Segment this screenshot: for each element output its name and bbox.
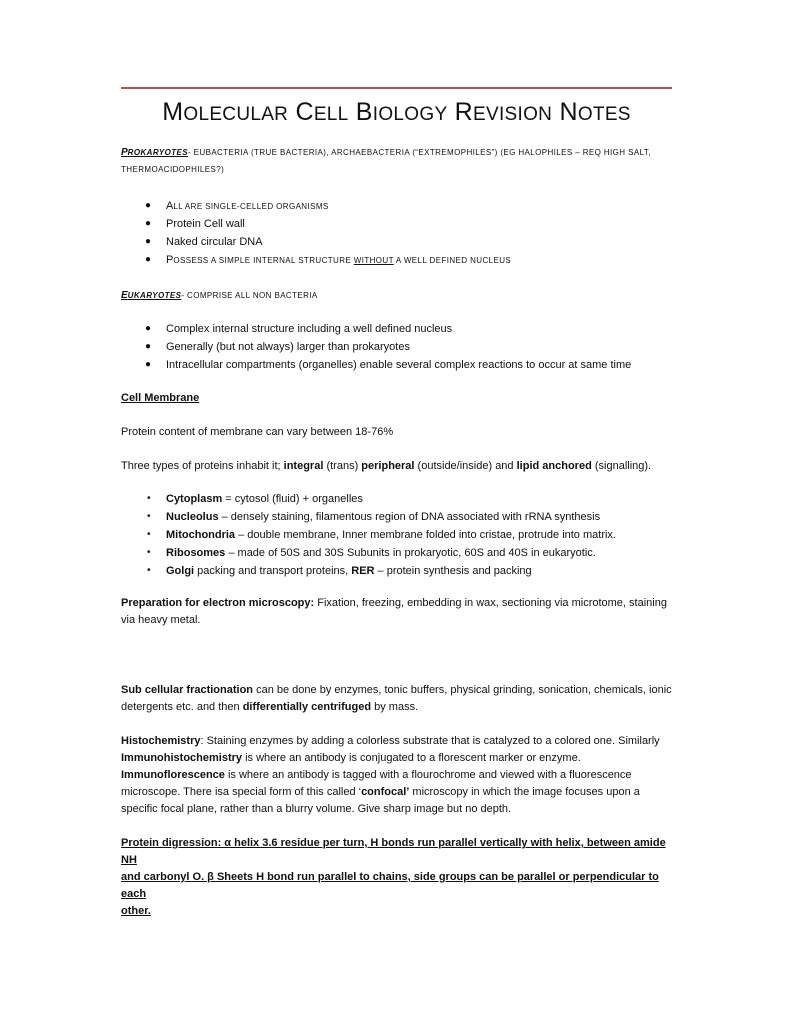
page-title: MOLECULAR CELL BIOLOGY REVISION NOTES: [162, 98, 631, 126]
histochemistry-paragraph: Histochemistry: Staining enzymes by adding a colorless substrate that is catalyzed to a colored one. Similarly Immunohistochemistry is where an antibody is conjugated to a florescent marker or enzyme. Immunoflorescence is where an antibody is tagged with a flourochrome and viewed with a fluorescence microscope. There isa special form of this called ‘confocal’ microscopy in which the image focuses upon a specific focal plane, rather than a blurry volume. Give sharp image but no depth.: [121, 735, 660, 815]
cell-membrane-heading: Cell Membrane: [121, 392, 200, 404]
list-item: ● Intracellular compartments (organelles) enable several complex reactions to occur at same time: [145, 359, 632, 371]
list-item: ● Protein Cell wall: [145, 218, 245, 230]
list-item: ● Generally (but not always) larger than prokaryotes: [145, 341, 410, 353]
membrane-protein-content: Protein content of membrane can vary between 18-76%: [121, 426, 394, 438]
list-item: • Nucleolus – densely staining, filamentous region of DNA associated with rRNA synthesis: [147, 511, 601, 523]
preparation-paragraph: Preparation for electron microscopy: Fixation, freezing, embedding in wax, sectioning via microtome, staining via heavy metal.: [121, 597, 667, 626]
list-item: ● Naked circular DNA: [145, 236, 263, 248]
prokaryotes-paragraph: PROKARYOTES- EUBACTERIA (TRUE BACTERIA), ARCHAEBACTERIA (“EXTREMOPHILES”) (EG HALOPHILES – REQ HIGH SALT, THERMOACIDOPHILES?): [121, 147, 651, 174]
list-item: • Mitochondria – double membrane, Inner membrane folded into cristae, protrude into matrix.: [147, 529, 616, 541]
protein-digression-paragraph: Protein digression: α helix 3.6 residue per turn, H bonds run parallel vertically with helix, between amide NH and carbonyl O. β Sheets H bond run parallel to chains, side groups can be parallel or perpendicular to each other.: [121, 837, 666, 917]
eukaryotes-heading: EUKARYOTES: [121, 290, 182, 301]
list-item: • Ribosomes – made of 50S and 30S Subunits in prokaryotic, 60S and 40S in eukaryotic.: [147, 547, 596, 559]
prokaryotes-heading: PROKARYOTES: [121, 147, 188, 158]
membrane-protein-types: Three types of proteins inhabit it; integral (trans) peripheral (outside/inside) and lipid anchored (signalling).: [121, 460, 652, 472]
list-item: • Golgi packing and transport proteins, RER – protein synthesis and packing: [147, 565, 532, 577]
list-item: ● POSSESS A SIMPLE INTERNAL STRUCTURE WITHOUT A WELL DEFINED NUCLEUS: [145, 254, 512, 266]
prokaryotes-list: [145, 197, 686, 269]
list-item: • Cytoplasm = cytosol (fluid) + organelles: [147, 493, 363, 505]
eukaryotes-list: [145, 320, 686, 374]
list-item: ● Complex internal structure including a well defined nucleus: [145, 323, 453, 335]
eukaryotes-paragraph: EUKARYOTES- COMPRISE ALL NON BACTERIA: [121, 290, 318, 301]
title-rule: [121, 87, 672, 89]
list-item: ● ALL ARE SINGLE-CELLED ORGANISMS: [145, 200, 329, 212]
fractionation-paragraph: Sub cellular fractionation can be done by enzymes, tonic buffers, physical grinding, sonication, chemicals, ionic detergents etc. and then differentially centrifuged by mass.: [121, 684, 672, 713]
organelles-list: [147, 490, 686, 580]
